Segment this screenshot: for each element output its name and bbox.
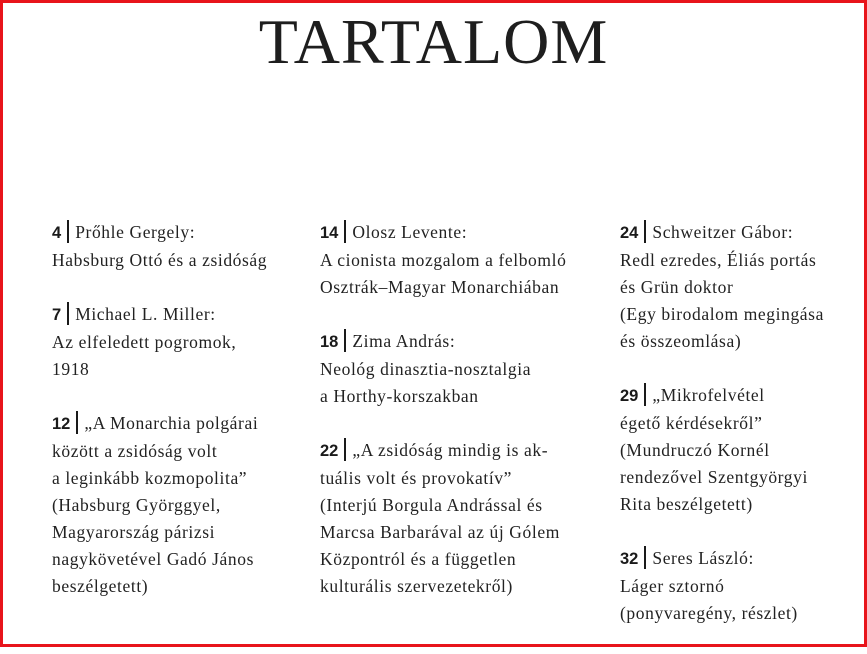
toc-entry-line — [52, 438, 302, 465]
toc-entry-text: Neológ dinasztia-nosztalgia — [320, 359, 532, 379]
toc-entry-text: Michael L. Miller: — [75, 304, 216, 324]
page-number: 12 — [52, 415, 71, 433]
toc-entry-heading-line — [620, 382, 850, 410]
separator-bar — [644, 546, 646, 569]
toc-entry-text: Marcsa Barbarával az új Gólem — [320, 522, 560, 542]
toc-entry-text: Habsburg Ottó és a zsidóság — [52, 250, 268, 270]
toc-entry-text: Rita beszélgetett) — [620, 494, 753, 514]
toc-entry-line — [52, 492, 302, 519]
toc-entry-text: Redl ezredes, Éliás portás — [620, 250, 817, 270]
toc-entry-text: a leginkább kozmopolita” — [52, 468, 248, 488]
toc-column-1 — [52, 219, 302, 627]
toc-entry-text: „A zsidóság mindig is ak- — [352, 440, 549, 460]
toc-entry-line — [52, 329, 302, 356]
toc-entry-line — [320, 465, 590, 492]
toc-entry-line — [620, 600, 850, 627]
toc-entry-heading-line — [52, 219, 302, 247]
toc-entry-line — [52, 356, 302, 383]
toc-entry-line — [620, 328, 850, 355]
toc-entry-line — [620, 573, 850, 600]
toc-entry-heading-line — [320, 437, 590, 465]
toc-entry-line — [52, 465, 302, 492]
separator-bar — [344, 220, 346, 243]
toc-entry-line — [320, 573, 590, 600]
toc-entry — [320, 328, 590, 410]
separator-bar — [67, 220, 69, 243]
page-number: 7 — [52, 306, 62, 324]
toc-entry-heading-line — [52, 410, 302, 438]
toc-entry-line — [320, 383, 590, 410]
toc-entry-heading-line — [620, 545, 850, 573]
toc-entry-text: (Egy birodalom megingása — [620, 304, 824, 324]
toc-entry-text: Seres László: — [652, 548, 754, 568]
toc-entry — [320, 219, 590, 301]
toc-entry-text: tuális volt és provokatív” — [320, 468, 513, 488]
toc-entry-line — [620, 464, 850, 491]
toc-entry-line — [52, 573, 302, 600]
separator-bar — [76, 411, 78, 434]
toc-column-2 — [320, 219, 590, 627]
toc-entry-heading-line — [320, 219, 590, 247]
page-number: 32 — [620, 550, 639, 568]
toc-entry-text: nagykövetével Gadó János — [52, 549, 254, 569]
toc-entry — [320, 437, 590, 600]
toc-entry-text: A cionista mozgalom a felbomló — [320, 250, 567, 270]
page-number: 24 — [620, 224, 639, 242]
separator-bar — [67, 302, 69, 325]
toc-entry — [52, 301, 302, 383]
toc-entry-text: Osztrák–Magyar Monarchiában — [320, 277, 560, 297]
toc-entry-line — [52, 546, 302, 573]
toc-entry-heading-line — [52, 301, 302, 329]
toc-entry-line — [52, 247, 302, 274]
page-title: TARTALOM — [258, 6, 609, 77]
toc-entry — [52, 410, 302, 600]
toc-entry-line — [320, 356, 590, 383]
toc-entry-text: Zima András: — [352, 331, 456, 351]
toc-entry — [620, 219, 850, 355]
toc-entry-line — [320, 546, 590, 573]
toc-entry-line — [320, 274, 590, 301]
toc-entry-line — [620, 274, 850, 301]
page-number: 18 — [320, 333, 339, 351]
toc-entry-text: (Habsburg Györggyel, — [52, 495, 221, 515]
toc-entry-heading-line — [320, 328, 590, 356]
separator-bar — [344, 438, 346, 461]
toc-entry-text: Schweitzer Gábor: — [652, 222, 794, 242]
toc-entry-text: Láger sztornó — [620, 576, 725, 596]
toc-entry-text: „Mikrofelvétel — [652, 385, 765, 405]
toc-entry-text: Olosz Levente: — [352, 222, 468, 242]
toc-entry-line — [620, 437, 850, 464]
toc-entry-text: Központról és a független — [320, 549, 517, 569]
separator-bar — [344, 329, 346, 352]
toc-entry-line — [320, 247, 590, 274]
page-number: 4 — [52, 224, 62, 242]
toc-entry-line — [620, 491, 850, 518]
toc-entry-line — [620, 410, 850, 437]
toc-entry-text: között a zsidóság volt — [52, 441, 218, 461]
toc-entry-text: (Interjú Borgula Andrással és — [320, 495, 543, 515]
toc-entry-text: (ponyvaregény, részlet) — [620, 603, 798, 623]
toc-entry-text: és összeomlása) — [620, 331, 742, 351]
toc-entry-text: 1918 — [52, 359, 90, 379]
toc-entry — [52, 219, 302, 274]
page-number: 29 — [620, 387, 639, 405]
toc-entry-heading-line — [620, 219, 850, 247]
toc-entry-text: beszélgetett) — [52, 576, 149, 596]
toc-entry-text: rendezővel Szentgyörgyi — [620, 467, 808, 487]
toc-entry-text: Az elfeledett pogromok, — [52, 332, 237, 352]
toc-entry-text: (Mundruczó Kornél — [620, 440, 770, 460]
toc-entry-line — [620, 247, 850, 274]
toc-entry — [620, 382, 850, 518]
toc-entry-line — [320, 492, 590, 519]
toc-entry — [620, 545, 850, 627]
page-number: 14 — [320, 224, 339, 242]
toc-entry-text: a Horthy-korszakban — [320, 386, 479, 406]
toc-entry-text: és Grün doktor — [620, 277, 734, 297]
separator-bar — [644, 220, 646, 243]
page-number: 22 — [320, 442, 339, 460]
toc-entry-text: „A Monarchia polgárai — [84, 413, 259, 433]
toc-entry-line — [52, 519, 302, 546]
toc-entry-line — [320, 519, 590, 546]
toc-entry-text: égető kérdésekről” — [620, 413, 763, 433]
toc-entry-text: Magyarország párizsi — [52, 522, 216, 542]
toc-entry-line — [620, 301, 850, 328]
separator-bar — [644, 383, 646, 406]
toc-entry-text: kulturális szervezetekről) — [320, 576, 513, 596]
toc-entry-text: Prőhle Gergely: — [75, 222, 196, 242]
toc-column-3 — [620, 219, 850, 654]
